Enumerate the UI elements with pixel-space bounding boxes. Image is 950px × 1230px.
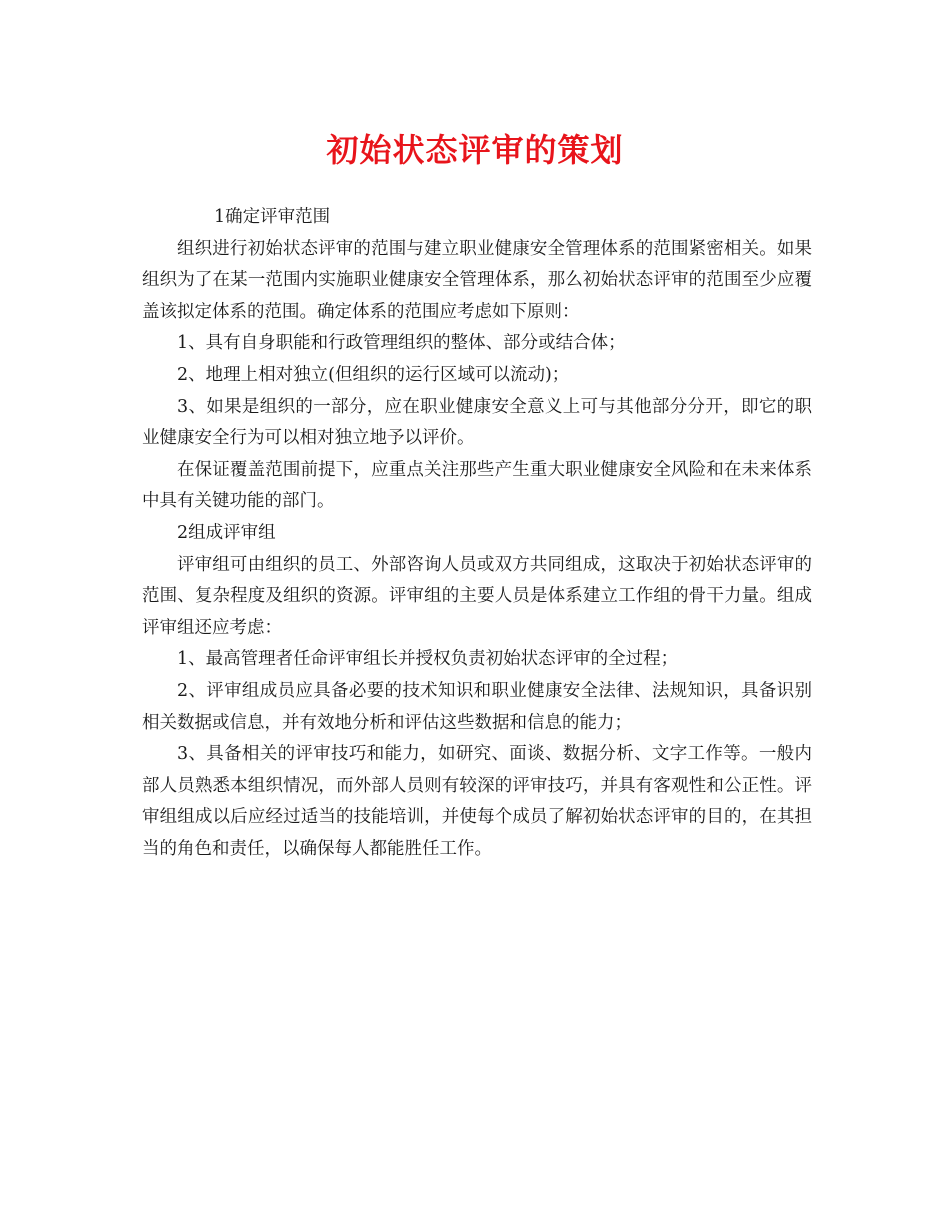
paragraph-scope-focus: 在保证覆盖范围前提下，应重点关注那些产生重大职业健康安全风险和在未来体系中具有关键功能的部门。 — [142, 459, 812, 512]
list-item-team-1: 1、最高管理者任命评审组长并授权负责初始状态评审的全过程； — [177, 649, 679, 670]
section-heading-team: 2组成评审组 — [177, 522, 276, 543]
list-item-scope-1: 1、具有自身职能和行政管理组织的整体、部分或结合体； — [177, 333, 626, 354]
document-body — [142, 202, 812, 865]
list-item-scope-3: 3、如果是组织的一部分，应在职业健康安全意义上可与其他部分分开，即它的职业健康安全行为可以相对独立地予以评价。 — [142, 396, 812, 449]
document-title: 初始状态评审的策划 — [326, 131, 624, 169]
list-item-scope-2: 2、地理上相对独立(但组织的运行区域可以流动)； — [177, 364, 570, 385]
paragraph-team-intro: 评审组可由组织的员工、外部咨询人员或双方共同组成，这取决于初始状态评审的范围、复杂程度及组织的资源。评审组的主要人员是体系建立工作组的骨干力量。组成评审组还应考虑： — [142, 554, 812, 638]
list-item-team-3: 3、具备相关的评审技巧和能力，如研究、面谈、数据分析、文字工作等。一般内部人员熟悉本组织情况，而外部人员则有较深的评审技巧，并具有客观性和公正性。评审组组成以后应经过适当的技能培训，并使每个成员了解初始状态评审的目的，在其担当的角色和责任，以确保每人都能胜任工作。 — [142, 744, 812, 859]
paragraph-scope-intro: 组织进行初始状态评审的范围与建立职业健康安全管理体系的范围紧密相关。如果组织为了在某一范围内实施职业健康安全管理体系，那么初始状态评审的范围至少应覆盖该拟定体系的范围。确定体系的范围应考虑如下原则： — [142, 238, 812, 322]
section-heading-scope: 1确定评审范围 — [214, 207, 331, 227]
list-item-team-2: 2、评审组成员应具备必要的技术知识和职业健康安全法律、法规知识，具备识别相关数据或信息，并有效地分析和评估这些数据和信息的能力； — [142, 680, 812, 733]
